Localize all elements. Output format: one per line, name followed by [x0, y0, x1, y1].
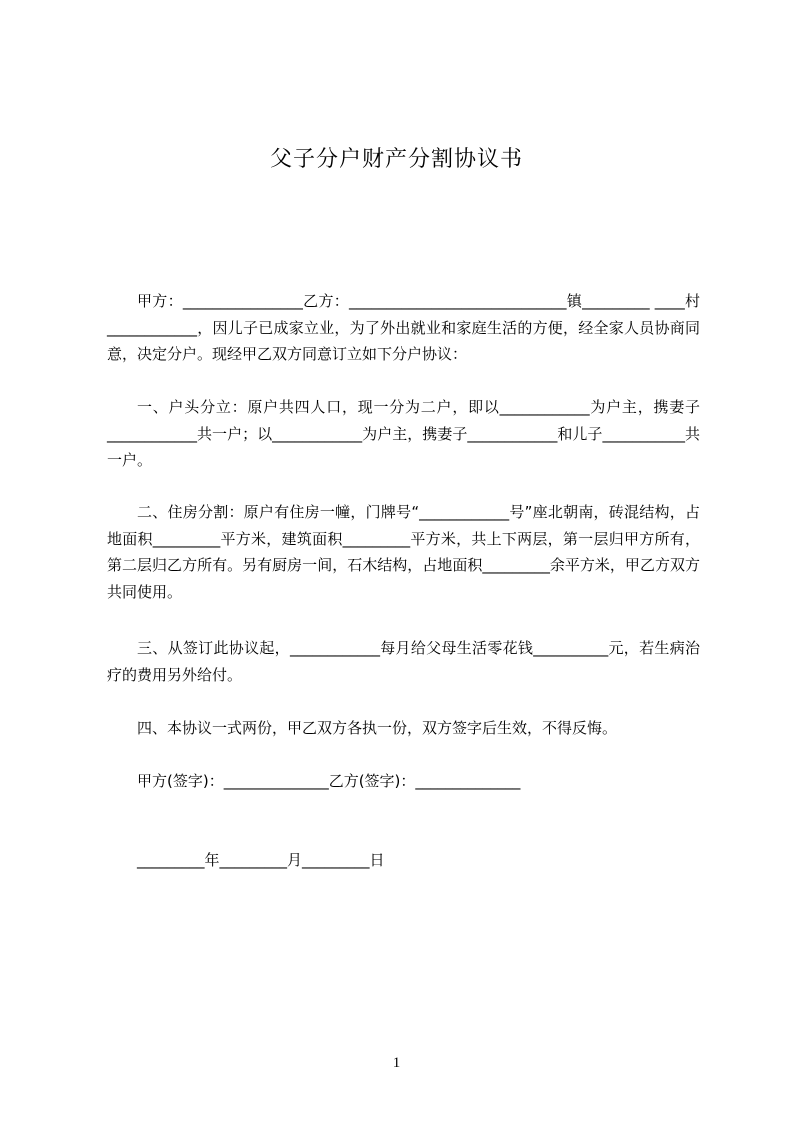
paragraph-living-allowance: 三、从签订此协议起，____________每月给父母生活零花钱__________元，若生病治疗的费用另外给付。 — [107, 639, 700, 684]
paragraph-parties: 甲方：________________乙方：_____________________________镇_________ ____村____________，因儿子已成家立业，为了外出就业和家庭生活的方便，经全家人员协商同意，决定分户。现经甲乙双方同意订立如下分户协议： — [107, 292, 700, 363]
document-title: 父子分户财产分割协议书 — [269, 147, 523, 172]
paragraph-housing-division: 二、住房分割：原户有住房一幢，门牌号“____________号”座北朝南，砖混结构，占地面积_________平方米，建筑面积_________平方米，共上下两层，第一层归甲方所有，第二层归乙方所有。另有厨房一间，石木结构，占地面积_________余平方米，甲乙方双方共同使用。 — [107, 503, 700, 601]
paragraph-copies-effect: 四、本协议一式两份，甲乙双方各执一份，双方签字后生效，不得反悔。 — [137, 719, 618, 737]
signature-line: 甲方(签字)：______________乙方(签字)：______________ — [137, 772, 521, 790]
page-number: 1 — [392, 1055, 401, 1071]
date-line: _________年_________月_________日 — [137, 851, 385, 869]
paragraph-household-split: 一、户头分立：原户共四人口，现一分为二户，即以____________为户主，携妻子____________共一户；以____________为户主，携妻子____________和儿子___________共一户。 — [107, 398, 700, 469]
